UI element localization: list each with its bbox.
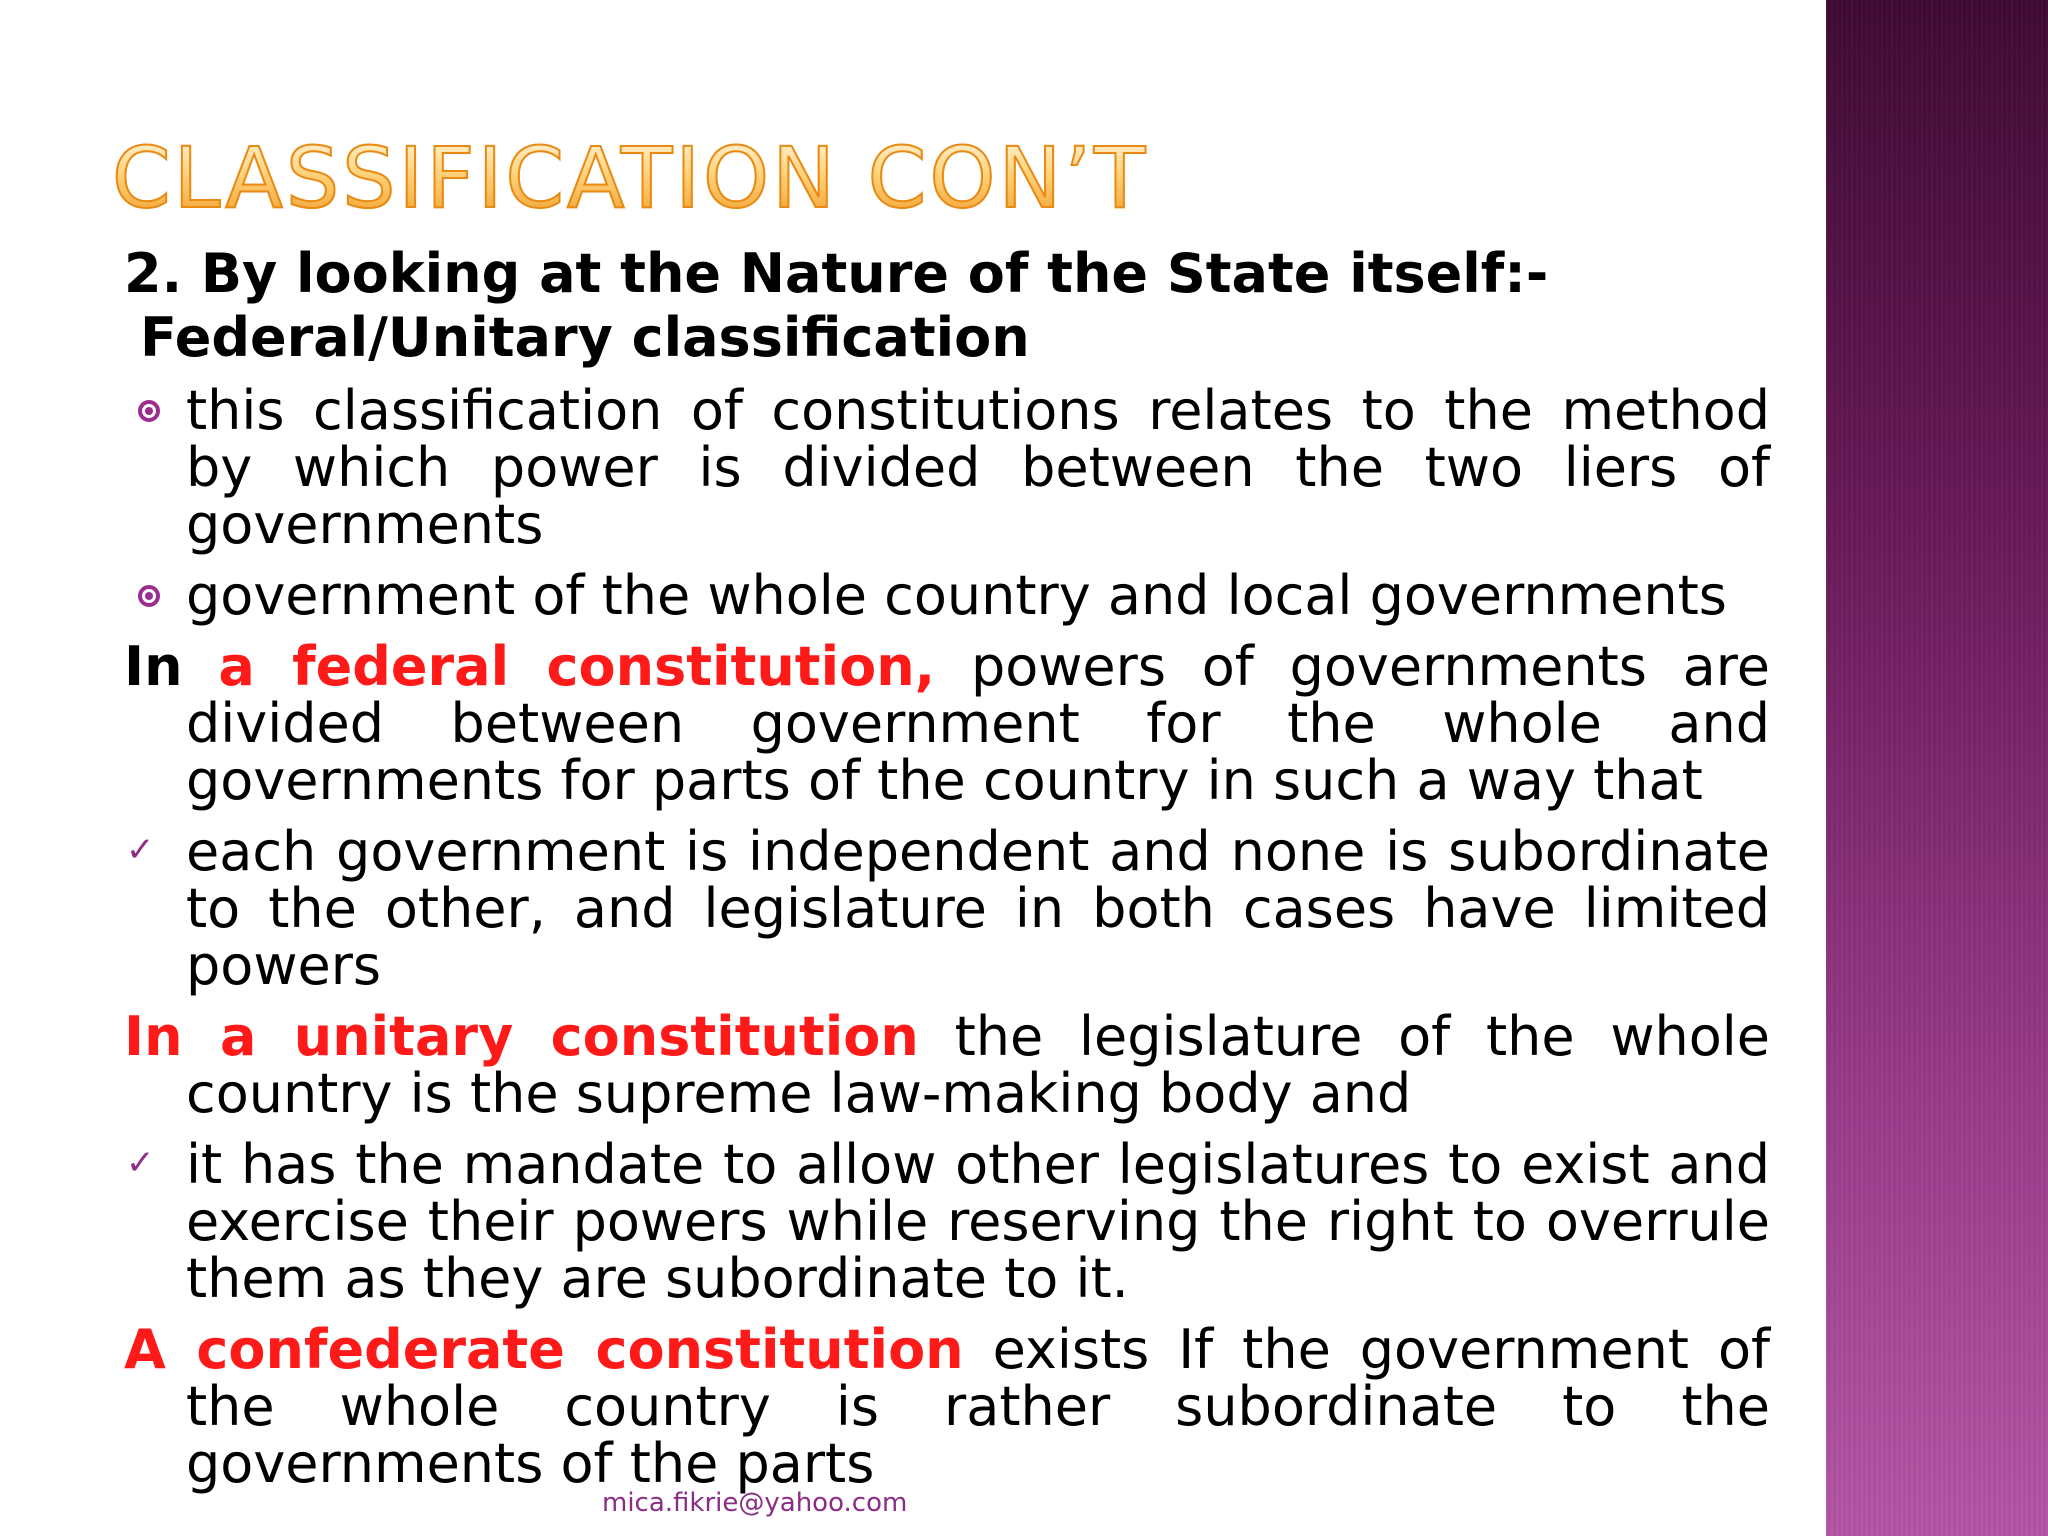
section-subheading: Federal/Unitary classification <box>140 306 1030 369</box>
federal-paragraph <box>124 635 1770 812</box>
checkmark-icon: ✓ <box>126 1143 155 1183</box>
federal-highlight: a federal constitution, <box>218 635 936 698</box>
confederate-paragraph <box>124 1318 1770 1495</box>
check-item <box>124 820 1770 997</box>
unitary-text: the legislature of the whole country is the supreme law-making body and <box>186 1005 1770 1125</box>
slide-title: CLASSIFICATION CON’T <box>112 129 1149 227</box>
side-band-texture <box>1826 0 2048 1536</box>
check-text: each government is independent and none is subordinate to the other, and legislature in both cases have limited powers <box>186 820 1770 997</box>
bullet-item <box>124 379 1770 556</box>
bullet-item <box>124 564 1770 627</box>
check-text: it has the mandate to allow other legislatures to exist and exercise their powers while reserving the right to overrule them as they are subordinate to it. <box>186 1133 1770 1310</box>
federal-text: powers of governments are divided between government for the whole and governments for parts of the country in such a way that <box>186 635 1770 812</box>
unitary-paragraph <box>124 1005 1770 1125</box>
unitary-highlight: In a unitary constitution <box>124 1005 919 1068</box>
bullet-text: this classification of constitutions relates to the method by which power is divided between the two liers of governments <box>186 379 1770 556</box>
checkmark-icon: ✓ <box>126 830 155 870</box>
bullet-text: government of the whole country and local governments <box>186 564 1727 627</box>
check-item <box>124 1133 1770 1310</box>
circle-dot-bullet-icon <box>138 585 160 607</box>
slide-content <box>124 242 1770 1506</box>
confederate-text: exists If the government of the whole country is rather subordinate to the governments of the parts <box>186 1318 1770 1495</box>
footer-email: mica.fikrie@yahoo.com <box>602 1488 908 1518</box>
decorative-side-band <box>1826 0 2048 1536</box>
federal-lead-word: In <box>124 635 183 698</box>
confederate-highlight: A confederate constitution <box>124 1318 964 1381</box>
section-heading: 2. By looking at the Nature of the State itself:- <box>124 242 1549 305</box>
circle-dot-bullet-icon <box>138 400 160 422</box>
